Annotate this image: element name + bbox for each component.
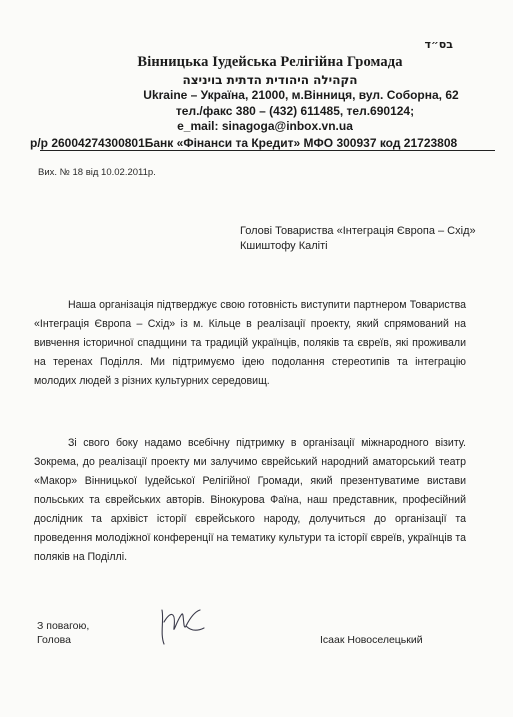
signatory-position: Голова xyxy=(37,634,71,646)
organization-email: e_mail: sinagoga@inbox.vn.ua xyxy=(177,119,353,133)
organization-name-ukrainian: Вінницька Іудейська Релігійна Громада xyxy=(137,54,403,70)
organization-phone: тел./факс 380 – (432) 611485, тел.690124; xyxy=(175,103,415,118)
bank-details: р/р 26004274300801Банк «Фінанси та Кредит» МФО 300937 код 21723808 xyxy=(30,136,458,150)
signatory-name: Ісаак Новоселецький xyxy=(320,634,423,646)
addressee-name: Кшиштофу Каліті xyxy=(240,240,328,252)
organization-name-hebrew: הקהילה היהודית הדתית בויניצה xyxy=(182,73,358,87)
organization-address: Ukraine – Україна, 21000, м.Вінниця, вул. Соборна, 62 xyxy=(143,88,459,102)
body-paragraph-1 xyxy=(34,296,466,391)
body-paragraph-2 xyxy=(34,434,466,567)
paragraph-text: Зі свого боку надамо всебічну підтримку в організації міжнародного візиту. Зокрема, до реалізації проекту ми залучимо єврейський народний аматорський театр «Макор» Вінницької Іудейської Релігійної Громади, який презентуватиме вистави польських та єврейських авторів. Вінокурова Фаїна, наш представник, професійний дослідник та архівіст історії єврейського народу, долучиться до організації та проведення молодіжної конференції на тематику культури та історії євреїв, українців та поляків на Поділлі. xyxy=(34,437,466,563)
bsd-mark: בס״ד xyxy=(424,38,453,51)
paragraph-text: Наша організація підтверджує свою готовність виступити партнером Товариства «Інтеграція Європа – Схід» із м. Кільце в реалізації проекту, який спрямований на вивчення історичної спадщини та традицій українців, поляків та євреїв, які проживали на теренах Поділля. Ми підтримуємо ідею подолання стереотипів та інтеграцію молодих людей з різних культурних середовищ. xyxy=(34,299,466,387)
closing-regards: З повагою, xyxy=(37,620,90,632)
addressee-block xyxy=(240,224,476,254)
addressee-title: Голові Товариства «Інтеграція Європа – Схід» xyxy=(240,225,476,237)
letterhead xyxy=(40,54,500,135)
outgoing-reference: Вих. № 18 від 10.02.2011р. xyxy=(38,167,156,178)
letterhead-divider xyxy=(40,150,495,151)
handwritten-signature xyxy=(156,604,208,648)
